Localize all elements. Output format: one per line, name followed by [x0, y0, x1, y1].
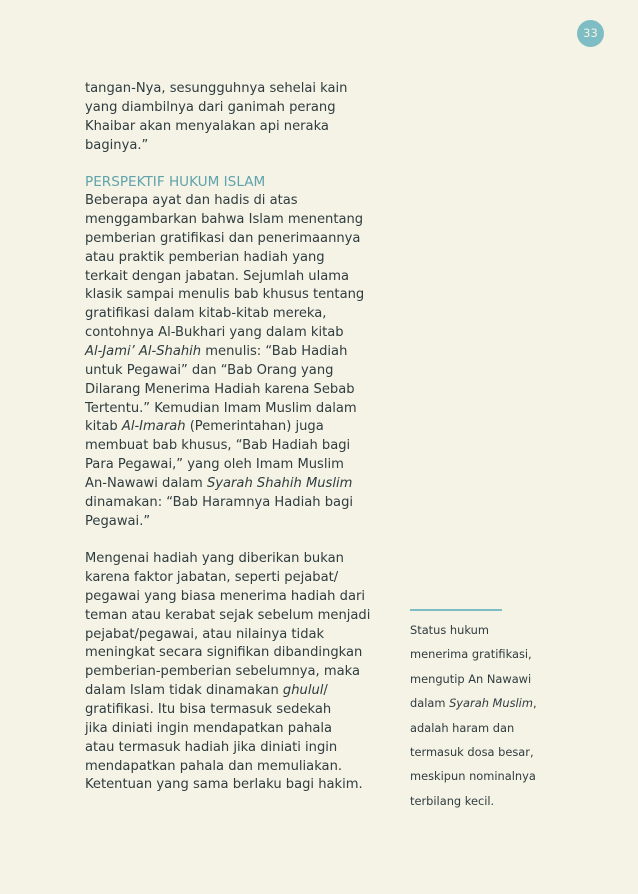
text-line: mengutip An Nawawi: [410, 671, 532, 686]
text-line: pemberian-pemberian sebelumnya, maka: [85, 664, 361, 680]
main-text-column: [85, 80, 395, 795]
text-line: kitab Al-Imarah (Pemerintahan) juga: [85, 419, 324, 435]
text-line: membuat bab khusus, “Bab Hadiah bagi: [85, 438, 351, 454]
text-line: termasuk dosa besar,: [410, 745, 534, 760]
text-line: Khaibar akan menyalakan api neraka: [85, 118, 329, 134]
text-line: meskipun nominalnya: [410, 769, 536, 784]
text-line: Status hukum: [410, 623, 489, 637]
text-line: pegawai yang biasa menerima hadiah dari: [85, 588, 366, 604]
text-line: karena faktor jabatan, seperti pejabat/: [85, 570, 339, 586]
text-line: dalam Syarah Muslim,: [410, 696, 537, 711]
page-number: 33: [577, 20, 604, 47]
text-line: dinamakan: “Bab Haramnya Hadiah bagi: [85, 494, 354, 510]
paragraph-2: [85, 550, 395, 795]
paragraph-1: [85, 192, 395, 531]
intro-paragraph: [85, 80, 395, 155]
text-line: jika diniati ingin mendapatkan pahala: [85, 720, 333, 736]
text-line: menggambarkan bahwa Islam menentang: [85, 212, 364, 228]
text-line: baginya.”: [85, 137, 149, 153]
text-line: Beberapa ayat dan hadis di atas: [85, 193, 298, 209]
italic-term: Syarah Muslim: [449, 696, 533, 711]
text-line: pejabat/pegawai, atau nilainya tidak: [85, 626, 325, 642]
text-line: menerima gratifikasi,: [410, 647, 532, 662]
section-heading: PERSPEKTIF HUKUM ISLAM: [85, 174, 266, 191]
text-line: klasik sampai menulis bab khusus tentang: [85, 287, 365, 303]
text-line: dalam Islam tidak dinamakan ghulul/: [85, 683, 328, 699]
text-line: tangan-Nya, sesungguhnya sehelai kain: [85, 81, 348, 96]
text-line: terkait dengan jabatan. Sejumlah ulama: [85, 268, 350, 284]
text-line: atau termasuk hadiah jika diniati ingin: [85, 739, 338, 755]
sidebar-note: [410, 618, 570, 813]
text-line: yang diambilnya dari ganimah perang: [85, 99, 336, 115]
italic-term: Al-Imarah: [121, 419, 186, 435]
text-line: terbilang kecil.: [410, 793, 495, 808]
text-line: pemberian gratifikasi dan penerimaannya: [85, 230, 361, 246]
italic-term: Al-Jami’ Al-Shahih: [85, 343, 202, 359]
text-line: gratifikasi dalam kitab-kitab mereka,: [85, 306, 327, 322]
text-line: Mengenai hadiah yang diberikan bukan: [85, 551, 344, 567]
text-line: Para Pegawai,” yang oleh Imam Muslim: [85, 457, 344, 473]
text-line: untuk Pegawai” dan “Bab Orang yang: [85, 362, 334, 378]
text-line: adalah haram dan: [410, 720, 515, 735]
text-line: Ketentuan yang sama berlaku bagi hakim.: [85, 777, 363, 793]
sidebar-divider: [410, 609, 502, 611]
text-line: Al-Jami’ Al-Shahih menulis: “Bab Hadiah: [85, 343, 348, 359]
text-line: Dilarang Menerima Hadiah karena Sebab: [85, 381, 355, 397]
text-line: atau praktik pemberian hadiah yang: [85, 249, 325, 265]
text-line: meningkat secara signifikan dibandingkan: [85, 645, 363, 661]
text-line: mendapatkan pahala dan memuliakan.: [85, 758, 343, 774]
text-line: teman atau kerabat sejak sebelum menjadi: [85, 607, 371, 623]
text-line: Pegawai.”: [85, 513, 151, 529]
italic-term: Syarah Shahih Muslim: [206, 475, 353, 491]
text-line: gratifikasi. Itu bisa termasuk sedekah: [85, 702, 332, 717]
text-line: contohnya Al-Bukhari yang dalam kitab: [85, 325, 344, 341]
italic-term: ghulul: [282, 683, 324, 699]
text-line: An-Nawawi dalam Syarah Shahih Muslim: [85, 475, 353, 491]
text-line: Tertentu.” Kemudian Imam Muslim dalam: [85, 400, 357, 416]
